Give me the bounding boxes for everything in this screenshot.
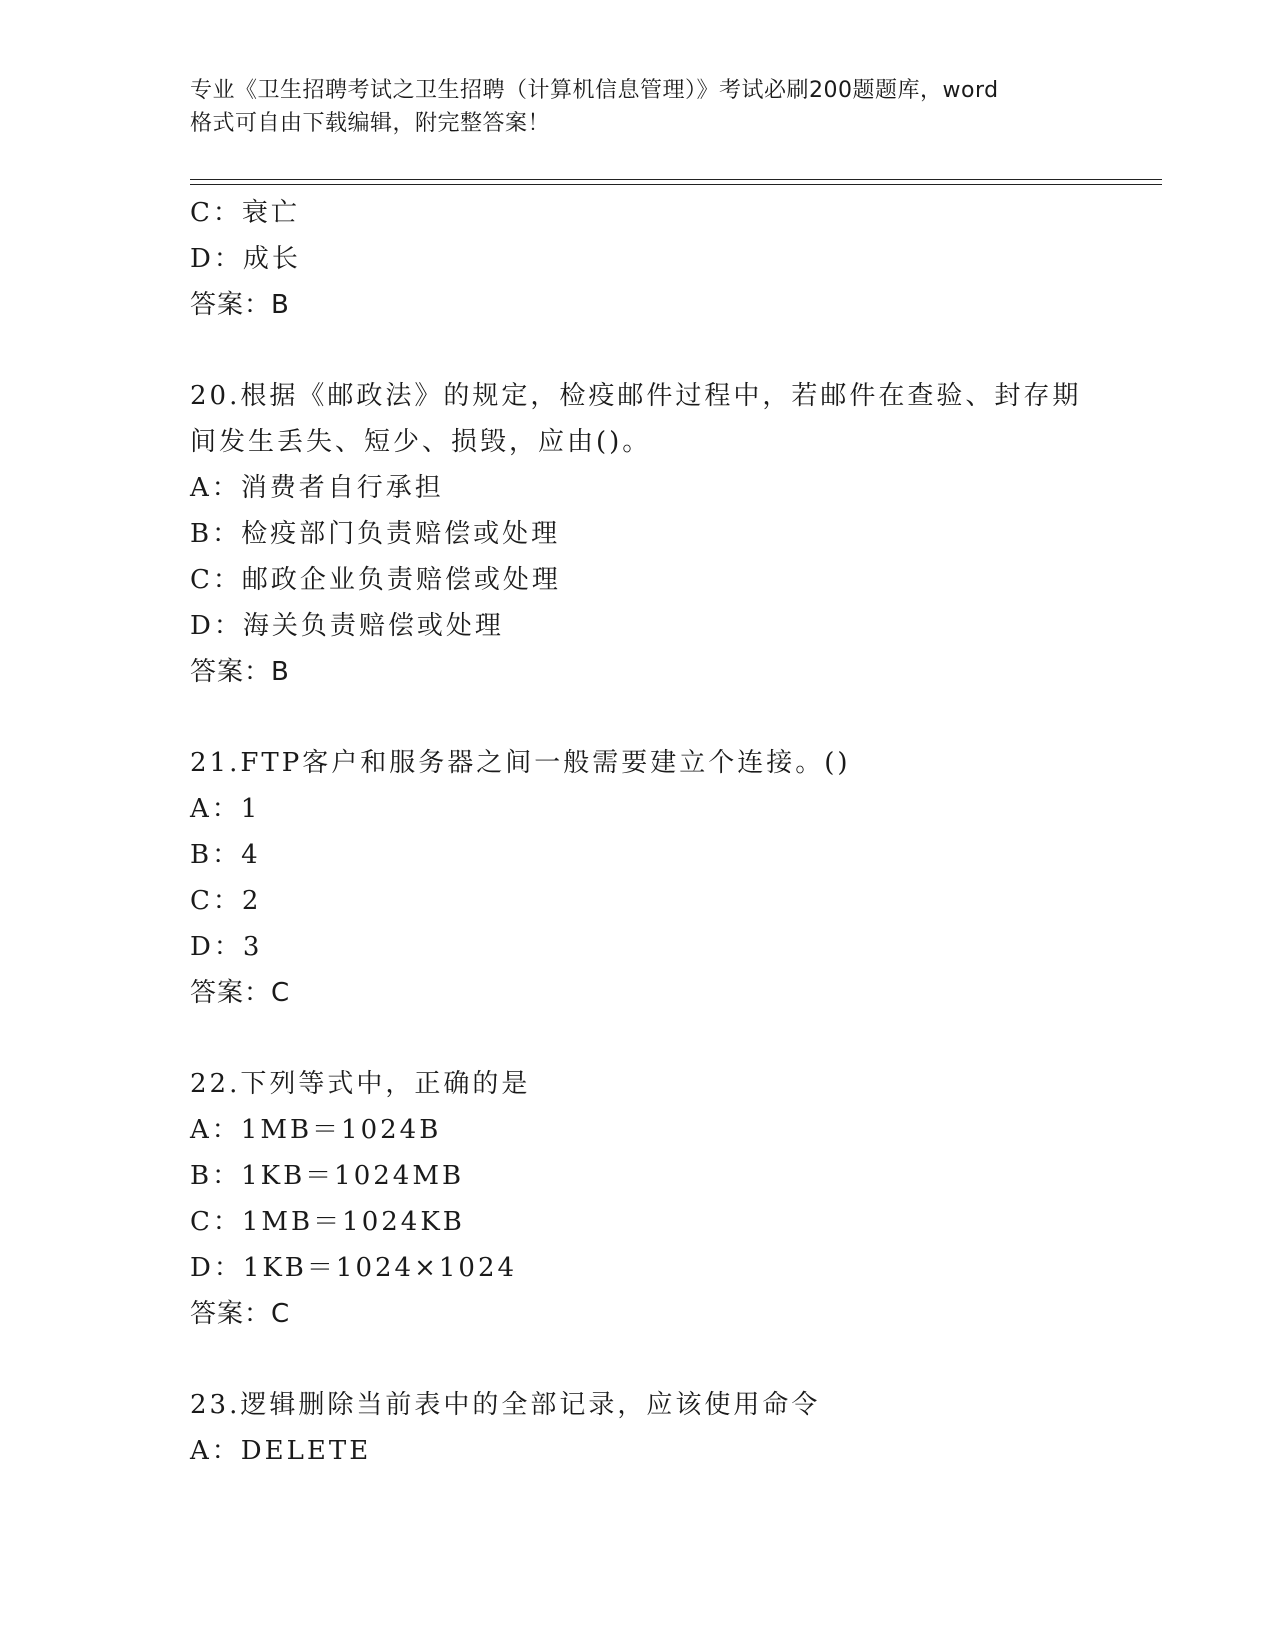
option-c: C：衰亡 bbox=[190, 198, 300, 228]
header-line-2: 格式可自由下载编辑，附完整答案！ bbox=[190, 111, 551, 136]
header-rule-bottom bbox=[190, 184, 1162, 185]
option-d: D：3 bbox=[190, 932, 263, 962]
question-21 bbox=[190, 740, 1090, 1016]
header-line-1: 专业《卫生招聘考试之卫生招聘（计算机信息管理）》考试必刷200题题库，word bbox=[190, 78, 999, 103]
option-a: A：1MB＝1024B bbox=[190, 1115, 442, 1145]
option-a: A：DELETE bbox=[190, 1436, 372, 1466]
answer-line: 答案：B bbox=[190, 290, 290, 320]
question-stem: 间发生丢失、短少、损毁，应由()。 bbox=[190, 427, 652, 457]
option-d: D：成长 bbox=[190, 244, 301, 274]
question-continued bbox=[190, 190, 1090, 328]
question-23 bbox=[190, 1382, 1090, 1474]
option-b: B：检疫部门负责赔偿或处理 bbox=[190, 519, 561, 549]
option-d: D：1KB＝1024×1024 bbox=[190, 1253, 518, 1283]
question-stem: 20.根据《邮政法》的规定，检疫邮件过程中，若邮件在查验、封存期 bbox=[190, 381, 1082, 411]
option-b: B：1KB＝1024MB bbox=[190, 1161, 465, 1191]
option-a: A：消费者自行承担 bbox=[190, 473, 444, 503]
answer-line: 答案：C bbox=[190, 1299, 291, 1329]
answer-line: 答案：C bbox=[190, 978, 291, 1008]
question-stem: 23.逻辑删除当前表中的全部记录，应该使用命令 bbox=[190, 1390, 821, 1420]
question-22 bbox=[190, 1061, 1090, 1337]
option-c: C：邮政企业负责赔偿或处理 bbox=[190, 565, 561, 595]
document-header bbox=[190, 74, 1090, 140]
option-a: A：1 bbox=[190, 794, 261, 824]
option-c: C：2 bbox=[190, 886, 262, 916]
question-stem: 21.FTP客户和服务器之间一般需要建立个连接。() bbox=[190, 748, 851, 778]
header-rule-top bbox=[190, 179, 1162, 180]
option-b: B：4 bbox=[190, 840, 261, 870]
question-stem: 22.下列等式中，正确的是 bbox=[190, 1069, 531, 1099]
question-list bbox=[190, 190, 1090, 1474]
question-20 bbox=[190, 373, 1090, 695]
option-c: C：1MB＝1024KB bbox=[190, 1207, 465, 1237]
option-d: D：海关负责赔偿或处理 bbox=[190, 611, 504, 641]
answer-line: 答案：B bbox=[190, 657, 290, 687]
